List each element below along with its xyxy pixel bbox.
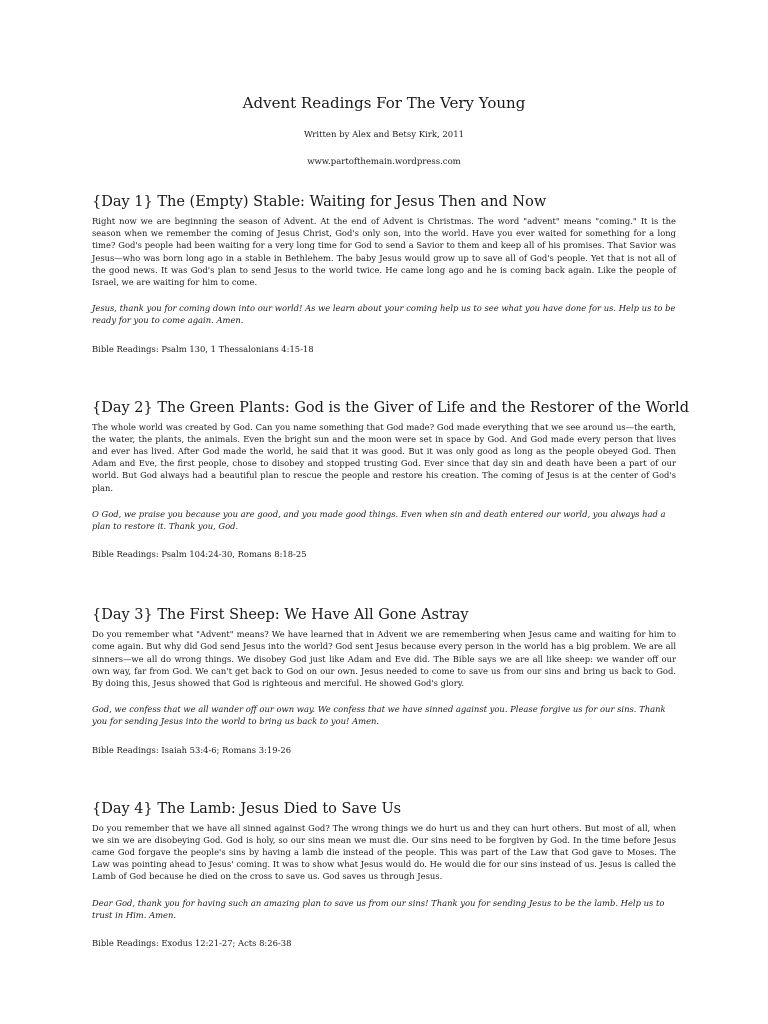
day-3-body: Do you remember what "Advent" means? We have learned that in Advent we are remembering when Jesus came and waiting for him to come again. But why did God send Jesus into the world? God sent Jesus because every person in the world has a big problem. We are all sinners—we all do wrong things. We disobey God just like Adam and Eve did. The Bible says we are all like sheep: we wander off our own way, far from God. We can't get back to God on our own. Jesus needed to come to save us from our sins and bring us back to God. By doing this, Jesus showed that God is righteous and merciful. He showed God's glory. [92, 629, 676, 689]
day-4-prayer: Dear God, thank you for having such an amazing plan to save us from our sins! Thank you for sending Jesus to be the lamb. Help us to trust in Him. Amen. [92, 897, 665, 920]
author-byline: Written by Alex and Betsy Kirk, 2011 [303, 130, 465, 140]
bible-readings-label: Bible Readings: [92, 938, 159, 949]
website-link[interactable]: www.partofthemain.wordpress.com [307, 157, 461, 167]
day-4-bible-readings [92, 937, 676, 949]
day-2-prayer: O God, we praise you because you are good, and you made good things. Even when sin and death entered our world, you always had a plan to restore it. Thank you, God. [92, 508, 666, 532]
day-3-heading: {Day 3} The First Sheep: We Have All Gone Astray [92, 607, 469, 624]
bible-readings-label: Bible Readings: [92, 343, 159, 354]
day-2-body: The whole world was created by God. Can you name something that God made? God made everything that we see around us—the earth, the water, the plants, the animals. Even the bright sun and the moon were set in space by God. And God made every person that lives and ever has lived. After God made the world, he said that it was good. But it was only good as long as the people obeyed God. Then Adam and Eve, the first people, chose to disobey and stopped trusting God. Ever since that day sin and death have been a part of our world. But God always had a beautiful plan to rescue the people and restore his creation. The coming of Jesus is at the center of God's plan. [92, 421, 676, 493]
day-1-body: Right now we are beginning the season of Advent. At the end of Advent is Christmas. The word "advent" means "coming." It is the season when we remember the coming of Jesus Christ, God's only son, into the world. Have you ever waited for something for a long time? God's people had been waiting for a very long time for God to send a Savior to them and keep all of his promises. That Savior was Jesus—who was born long ago in a stable in Bethlehem. The baby Jesus would grow up to save all of God's people. Yet that is not all of the good news. It was God's plan to send Jesus to the world twice. He came long ago and he is coming back again. Like the people of Israel, we are waiting for him to come. [92, 216, 676, 288]
day-2-bible-readings [92, 548, 676, 560]
day-2-heading: {Day 2} The Green Plants: God is the Giver of Life and the Restorer of the World [92, 399, 689, 416]
bible-readings-refs: Psalm 130, 1 Thessalonians 4:15-18 [161, 343, 314, 354]
bible-readings-label: Bible Readings: [92, 744, 159, 755]
day-4-section [92, 800, 676, 949]
bible-readings-refs: Isaiah 53:4-6; Romans 3:19-26 [161, 744, 292, 755]
day-4-body: Do you remember that we have all sinned against God? The wrong things we do hurt us and they can hurt others. But most of all, when we sin we are disobeying God. God is holy, so our sins mean we must die. Our sins need to be forgiven by God. In the time before Jesus came God forgave the people's sins by having a lamb die instead of the people. This was part of the Law that God gave to Moses. The Law was pointing ahead to Jesus' coming. It was to show what Jesus would do. He would die for our sins instead of us. Jesus is called the Lamb of God because he died on the cross to save us. God saves us through Jesus. [92, 822, 676, 882]
day-3-prayer: God, we confess that we all wander off our own way. We confess that we have sinned against you. Please forgive us for our sins. Thank you for sending Jesus into the world to bring us back to you! Amen. [92, 704, 666, 727]
day-1-heading: {Day 1} The (Empty) Stable: Waiting for Jesus Then and Now [92, 194, 547, 210]
bible-readings-refs: Psalm 104:24-30, Romans 8:18-25 [161, 549, 307, 560]
bible-readings-label: Bible Readings: [92, 549, 159, 560]
day-1-bible-readings [92, 343, 676, 355]
day-3-section [92, 606, 676, 755]
day-1-section [92, 193, 676, 355]
day-4-heading: {Day 4} The Lamb: Jesus Died to Save Us [92, 800, 402, 817]
document-title: Advent Readings For The Very Young [242, 94, 526, 112]
day-3-bible-readings [92, 744, 676, 756]
day-2-section [92, 399, 689, 561]
bible-readings-refs: Exodus 12:21-27; Acts 8:26-38 [161, 938, 292, 949]
day-1-prayer: Jesus, thank you for coming down into our world! As we learn about your coming help us to see what you have done for us. Help us to be ready for you to come again. Amen. [92, 303, 676, 326]
